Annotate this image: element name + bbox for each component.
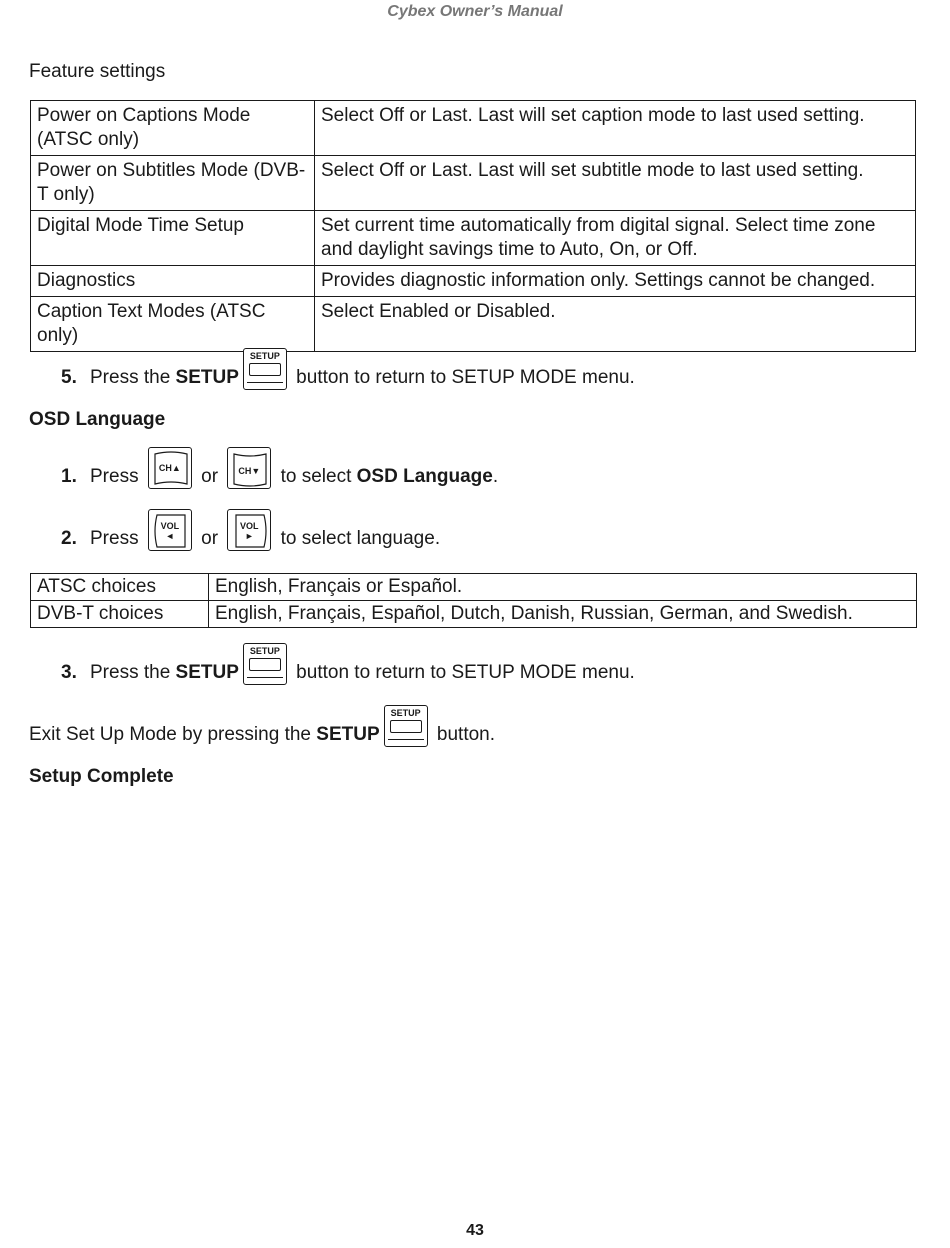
system-name: DVB-T choices [31, 601, 209, 628]
table-row [31, 156, 916, 211]
setting-description: Select Off or Last. Last will set subtitle mode to last used setting. [315, 156, 916, 211]
osd-language-heading: OSD Language [29, 409, 166, 430]
table-row [31, 601, 917, 628]
step-5: 5. Press the SETUP SETUP button to return to SETUP MODE menu. [61, 348, 635, 390]
setting-name: Power on Subtitles Mode (DVB-T only) [31, 156, 315, 211]
ch-up-key-icon: CH▲ [148, 447, 192, 489]
step-number: 2. [61, 528, 77, 549]
table-row [31, 297, 916, 352]
page-number: 43 [466, 1222, 484, 1239]
language-choices-table [30, 573, 917, 628]
page-header: Cybex Owner’s Manual [387, 3, 563, 20]
table-row [31, 266, 916, 297]
feature-settings-label: Feature settings [29, 61, 166, 82]
language-list: English, Français, Español, Dutch, Danish, Russian, German, and Swedish. [209, 601, 917, 628]
table-row [31, 211, 916, 266]
table-row [31, 101, 916, 156]
step-1: 1. Press CH▲ or CH▼ to select OSD Language. [61, 447, 498, 489]
setting-description: Provides diagnostic information only. Settings cannot be changed. [315, 266, 916, 297]
setting-name: Digital Mode Time Setup [31, 211, 315, 266]
setup-complete-heading: Setup Complete [29, 766, 174, 787]
vol-right-key-icon: VOL ► [227, 509, 271, 551]
setting-description: Set current time automatically from digital signal. Select time zone and daylight savings time to Auto, On, or Off. [315, 211, 916, 266]
setup-key-icon: SETUP [243, 643, 287, 685]
setup-key-icon: SETUP [384, 705, 428, 747]
step-number: 1. [61, 466, 77, 487]
vol-left-key-icon: VOL ◄ [148, 509, 192, 551]
setting-name: Power on Captions Mode (ATSC only) [31, 101, 315, 156]
table-row [31, 574, 917, 601]
setup-key-icon: SETUP [243, 348, 287, 390]
step-number: 3. [61, 662, 77, 683]
exit-instruction: Exit Set Up Mode by pressing the SETUP SETUP button. [29, 705, 495, 747]
setting-description: Select Enabled or Disabled. [315, 297, 916, 352]
setting-description: Select Off or Last. Last will set caption mode to last used setting. [315, 101, 916, 156]
ch-down-key-icon: CH▼ [227, 447, 271, 489]
step-3: 3. Press the SETUP SETUP button to return to SETUP MODE menu. [61, 643, 635, 685]
feature-settings-table [30, 100, 916, 352]
setting-name: Diagnostics [31, 266, 315, 297]
setting-name: Caption Text Modes (ATSC only) [31, 297, 315, 352]
language-list: English, Français or Español. [209, 574, 917, 601]
step-2: 2. Press VOL ◄ or VOL ► to select language. [61, 509, 440, 551]
step-number: 5. [61, 367, 77, 388]
system-name: ATSC choices [31, 574, 209, 601]
